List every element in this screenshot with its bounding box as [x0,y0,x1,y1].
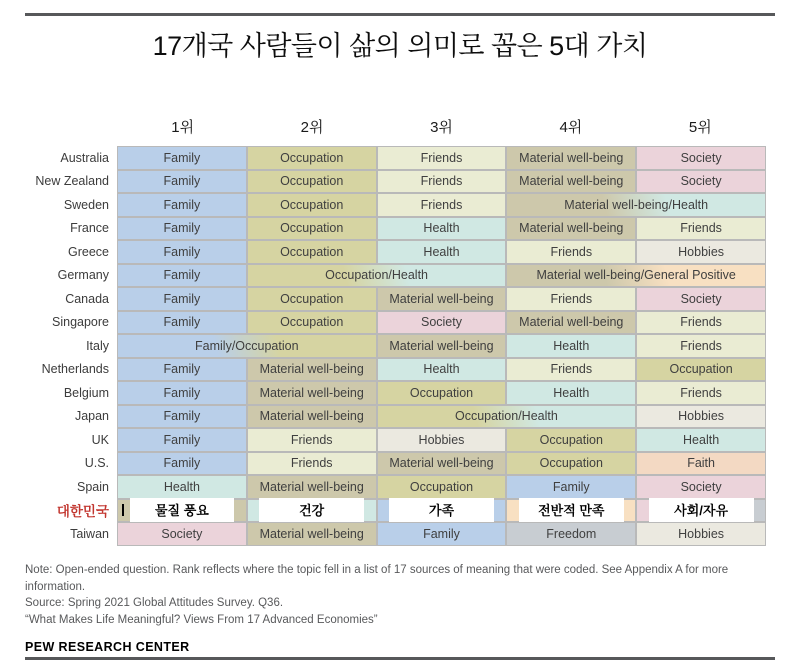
country-label: Sweden [63,197,109,212]
value-cell: Family [118,453,246,475]
footer-report-title: “What Makes Life Meaningful? Views From 17 Advanced Economies” [25,614,378,627]
value-cell: Material well-being [507,147,635,169]
value-cell: Family [118,218,246,240]
country-label: Belgium [63,385,109,400]
value-cell: Faith [637,453,765,475]
footer-source: Source: Spring 2021 Global Attitudes Survey. Q36. [25,597,284,610]
value-cell: Material well-being/Health [507,194,765,216]
country-label: U.S. [84,456,109,471]
country-label: 대한민국 [56,504,109,520]
value-cell: Friends [507,288,635,310]
value-cell: Friends [507,241,635,263]
value-cell: Friends [378,171,506,193]
value-cell: Material well-being [248,523,376,545]
value-cell: Society [378,312,506,334]
value-cell: Family [118,265,246,287]
country-label: Japan [74,409,109,424]
value-cell: Freedom [507,523,635,545]
value-cell: Hobbies [637,523,765,545]
value-cell: Family [118,194,246,216]
korea-value-overlay: 물질 풍요 [130,498,235,523]
value-cell: Hobbies [378,429,506,451]
value-cell: Family [118,382,246,404]
value-cell: Occupation [378,476,506,498]
bottom-divider [25,657,775,660]
rank-header-4: 4위 [559,119,583,136]
value-cell: Material well-being [378,288,506,310]
value-cell: Health [507,382,635,404]
value-cell: Material well-being [248,382,376,404]
value-cell: Friends [248,453,376,475]
tick-mark [122,504,124,516]
country-label: Italy [86,338,109,353]
country-label: UK [91,432,109,447]
korea-value-overlay: 건강 [259,498,364,523]
country-label: France [70,221,109,236]
value-cell: Family [118,241,246,263]
value-cell [118,500,246,522]
footer-note: Note: Open-ended question. Rank reflects where the topic fell in a list of 17 sources of meaning that were coded. See Appendix A for more information. [25,564,729,593]
value-cell: Society [637,476,765,498]
value-cell [248,500,376,522]
country-label: New Zealand [35,174,109,189]
country-label: Germany [57,268,109,283]
value-cell: Occupation [637,359,765,381]
value-cell: Society [637,147,765,169]
value-cell: Health [507,335,635,357]
value-cell: Family/Occupation [118,335,376,357]
value-cell: Material well-being [378,335,506,357]
value-cell: Health [378,241,506,263]
value-cell: Material well-being [507,218,635,240]
pew-research-center-logo: PEW RESEARCH CENTER [25,639,190,654]
value-cell: Family [118,171,246,193]
value-cell: Occupation [248,218,376,240]
korea-value-overlay: 전반적 만족 [519,498,624,523]
value-cell: Friends [507,359,635,381]
value-cell: Material well-being [248,359,376,381]
value-cell: Material well-being [507,312,635,334]
korea-value-overlay: 가족 [389,498,494,523]
value-cell: Occupation [248,241,376,263]
footer [25,562,770,656]
value-cell: Family [378,523,506,545]
value-cell: Occupation [248,288,376,310]
value-cell: Occupation [248,194,376,216]
value-cell: Friends [248,429,376,451]
value-cell: Material well-being [248,476,376,498]
value-cell: Occupation/Health [248,265,506,287]
country-label: Netherlands [41,362,109,377]
value-cell [378,500,506,522]
value-cell [637,500,765,522]
values-table [24,147,765,545]
value-cell: Material well-being [378,453,506,475]
value-cell: Family [118,406,246,428]
value-cell: Family [507,476,635,498]
rank-header-3: 3위 [430,119,453,136]
value-cell: Occupation [248,171,376,193]
value-cell: Occupation [507,429,635,451]
korea-value-overlay: 사회/자유 [649,498,754,523]
value-cell: Family [118,359,246,381]
value-cell: Family [118,429,246,451]
value-cell: Hobbies [637,241,765,263]
value-cell: Occupation [248,312,376,334]
value-cell: Friends [378,194,506,216]
rank-column-headers [118,116,765,137]
country-label: Canada [65,291,109,306]
value-cell: Society [118,523,246,545]
value-cell: Occupation [507,453,635,475]
value-cell: Family [118,312,246,334]
value-cell: Health [378,218,506,240]
country-label: Taiwan [70,526,109,541]
page-title: 17개국 사람들이 삶의 의미로 꼽은 5대 가치 [152,31,648,61]
value-cell: Material well-being [248,406,376,428]
top-divider [25,13,775,16]
value-cell: Occupation/Health [378,406,636,428]
value-cell: Health [118,476,246,498]
value-cell: Health [378,359,506,381]
value-cell: Family [118,147,246,169]
value-cell: Friends [637,218,765,240]
value-cell: Material well-being [507,171,635,193]
value-cell: Society [637,288,765,310]
country-label: Singapore [52,315,109,330]
value-cell: Material well-being/General Positive [507,265,765,287]
country-label: Australia [60,150,109,165]
value-cell: Family [118,288,246,310]
value-cell: Hobbies [637,406,765,428]
country-label: Greece [68,244,109,259]
value-cell: Occupation [248,147,376,169]
value-cell: Friends [637,382,765,404]
value-cell: Occupation [378,382,506,404]
rank-header-5: 5위 [688,119,712,136]
value-cell: Friends [378,147,506,169]
value-cell [507,500,635,522]
rank-header-2: 2위 [300,119,324,136]
value-cell: Society [637,171,765,193]
value-cell: Health [637,429,765,451]
value-cell: Friends [637,312,765,334]
country-label: Spain [77,479,109,494]
rank-header-1: 1위 [171,119,195,136]
value-cell: Friends [637,335,765,357]
